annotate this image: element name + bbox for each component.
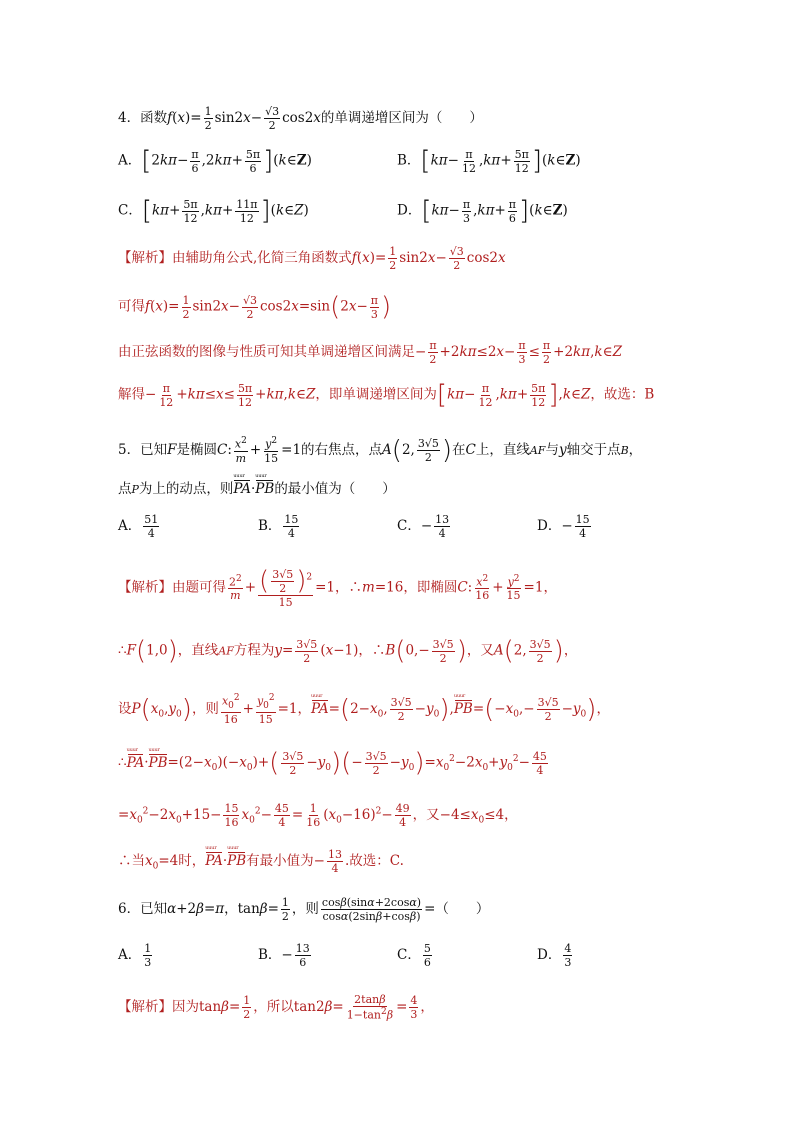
q5-option-c[interactable]: C．− $\frac{13}{4}$ — [397, 513, 450, 540]
q6-analysis-line-1: 【解析】因为tanβ= $\frac{1}{2}$ ，所以tan2β= $\frac{2\tan\beta}{1-\tan^2\beta}$ = $\frac{4}{3}$ ， — [118, 993, 434, 1022]
q5-option-a[interactable]: A． $\frac{51}{4}$ — [118, 513, 159, 540]
q5-analysis-line-3: 设$P(x_0,y_0)$，则 $\frac{x_0^2}{16}$ + $\frac{y_0^2}{15}$ =1，PA $uuur=(2-x_0$, $\frac{3√5}{2}$ $-y_0),PB$ $uuur=(-x_0,-$ $\frac{3√5}{2}$ $-y_0$)， — [118, 694, 610, 725]
q6-option-c[interactable]: C． $\frac{5}{6}$ — [397, 942, 431, 969]
q6-option-b[interactable]: B．− $\frac{13}{6}$ — [258, 942, 310, 969]
q4-option-b[interactable]: B．[kπ− $\frac{\pi}{12}$ ,kπ+ $\frac{5\pi}{12}$ ](k∈Z) — [397, 146, 581, 176]
q5-option-d[interactable]: D．− $\frac{15}{4}$ — [537, 513, 590, 540]
q4-option-d[interactable]: D．[kπ− $\frac{\pi}{3}$ ,kπ+ $\frac{\pi}{6}$ ](k∈Z) — [397, 196, 568, 226]
q5-stem-line-2: 点P为上的动点，则PA uuur·PB uuur的最小值为（ ） — [118, 483, 396, 497]
q4-analysis-line-3: 由正弦函数的图像与性质可知其单调递增区间满足− $\frac{\pi}{2}$ +2kπ≤2x− $\frac{\pi}{3}$ ≤ $\frac{\pi}{2}$ +2kπ,k∈Z — [118, 339, 622, 366]
q5-analysis-line-2: ∴F(1,0)，直线AF方程为y= $\frac{3√5}{2}$ (x−1)，∴B(0,− $\frac{3√5}{2}$ )，又A(2, $\frac{3√5}{2}$ )， — [118, 636, 578, 666]
q6-option-a[interactable]: A． $\frac{1}{3}$ — [118, 942, 152, 969]
q6-option-d[interactable]: D． $\frac{4}{3}$ — [537, 942, 572, 969]
q4-analysis-line-2: 可得f(x)= $\frac{1}{2}$ sin2x− $\frac{√3}{2}$ cos2x=sin(2x− $\frac{\pi}{3}$ ) — [118, 292, 392, 322]
q5-analysis-line-6: ∴当$x_0=4$时，PA uuur·PB uuur有最小值为− $\frac{13}{4}$ .故选：C. — [118, 849, 404, 874]
q4-option-c[interactable]: C．[kπ+ $\frac{5\pi}{12}$ ,kπ+ $\frac{11\pi}{12}$ ](k∈Z) — [118, 196, 309, 226]
q4-stem: 4．函数f(x)= $\frac{1}{2}$ sin2x− $\frac{√3}{2}$ cos2x的单调递增区间为（ ） — [118, 105, 483, 132]
q5-analysis-line-5: $=x_0^2-2x_0+15-$ $\frac{15}{16}$ $x_0^2-$ $\frac{45}{4}$ = $\frac{1}{16}$ $(x_0-16)^2-$ $\frac{49}{4}$ ，又$-4\le x_0\le 4$， — [118, 802, 518, 829]
q5-analysis-line-1: 【解析】由题可得 $\frac{2^2}{m}$ + ( $\frac{3√5}{2}$ )$^2$ 15 =1，∴m=16，即椭圆C: $\frac{x^2}{16}$ + $\frac{y^2}{15}$ =1， — [118, 566, 557, 609]
q6-stem: 6．已知α+2β=π，tanβ= $\frac{1}{2}$ ，则 $\frac{\cos\beta(\sin\alpha+2\cos\alpha)}{\cos\alpha(2\sin\beta+\cos\beta)}$ =（ ） — [118, 896, 490, 923]
q5-analysis-line-4: ∴PA uuur·PB $uuur=(2-x_0)(-x_0)+$( $\frac{3√5}{2}$ $-y_0)(-$ $\frac{3√5}{2}$ $-y_0)=x_0^2-2x_0+y_0^2-$ $\frac{45}{4}$ — [118, 750, 550, 776]
q5-option-b[interactable]: B． $\frac{15}{4}$ — [258, 513, 299, 540]
q5-stem-line-1: 5．已知F是椭圆C: $\frac{x^2}{m}$ + $\frac{y^2}{15}$ =1的右焦点，点A(2, $\frac{3√5}{2}$ )在C上，直线AF与y轴交于点B， — [118, 435, 643, 466]
q4-analysis-line-1: 【解析】由辅助角公式,化简三角函数式f(x)= $\frac{1}{2}$ sin2x− $\frac{√3}{2}$ cos2x — [118, 245, 506, 272]
q4-analysis-line-4: 解得− $\frac{\pi}{12}$ +kπ≤x≤ $\frac{5\pi}{12}$ +kπ,k∈Z，即单调递增区间为[kπ− $\frac{\pi}{12}$ ,kπ+ $\frac{5\pi}{12}$ ],k∈Z，故选：B — [118, 380, 655, 410]
q4-option-a[interactable]: A．[2kπ− $\frac{\pi}{6}$ ,2kπ+ $\frac{5\pi}{6}$ ](k∈Z) — [118, 146, 312, 176]
